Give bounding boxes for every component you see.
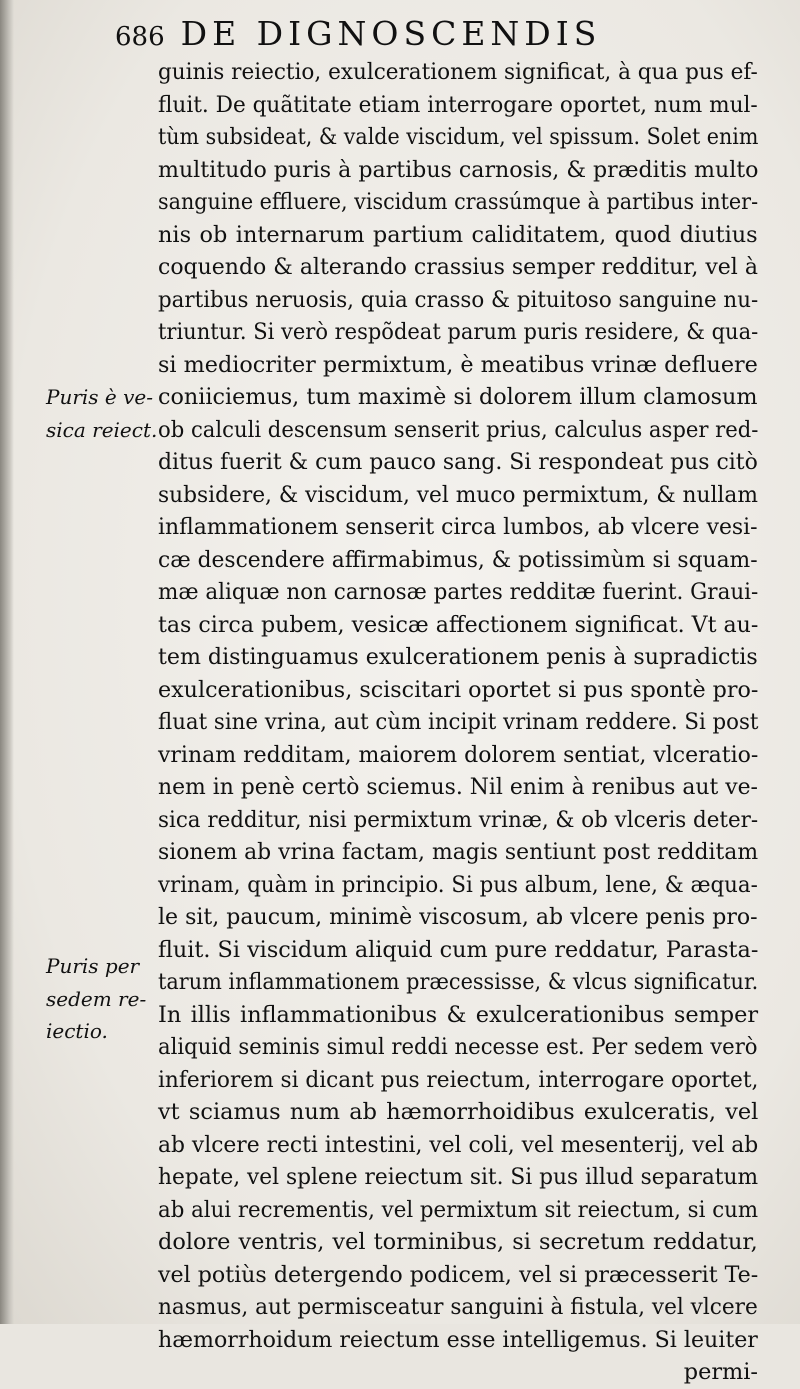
text-line: aliquid seminis simul reddi necesse est. Per sedem verò <box>158 1034 758 1060</box>
text-line: inferiorem si dicant pus reiectum, interrogare oportet, <box>158 1066 759 1093</box>
marginal-note-line: Puris per <box>46 954 140 978</box>
page-number: 686 <box>115 22 165 52</box>
text-line: fluat sine vrina, aut cùm incipit vrinam reddere. Si post <box>158 709 759 735</box>
text-line: tarum inflammationem præcessisse, & vlcus significatur. <box>158 969 759 995</box>
text-line: dolore ventris, vel torminibus, si secretum reddatur, <box>158 1229 758 1255</box>
text-line: fluit. Si viscidum aliquid cum pure reddatur, Parasta- <box>158 936 759 963</box>
text-line: tas circa pubem, vesicæ affectionem significat. Vt au- <box>158 611 759 638</box>
text-line: multitudo puris à partibus carnosis, & præditis multo <box>158 156 759 183</box>
text-line: coniiciemus, tum maximè si dolorem illum clamosum <box>158 384 758 410</box>
text-line: nis ob internarum partium caliditatem, quod diutius <box>158 221 758 248</box>
main-text-block <box>158 56 758 1389</box>
marginal-note-1 <box>46 381 158 446</box>
text-line: sanguine effluere, viscidum crassúmque à partibus inter- <box>158 189 759 215</box>
text-line: coquendo & alterando crassius semper redditur, vel à <box>158 254 758 280</box>
text-line: vt sciamus num ab hæmorrhoidibus exulceratis, vel <box>158 1099 759 1125</box>
marginal-note-line: sedem re- <box>46 986 147 1011</box>
text-line: cæ descendere affirmabimus, & potissimùm si squam- <box>158 546 758 573</box>
running-header <box>115 14 755 54</box>
text-line: vrinam redditam, maiorem dolorem sentiat, vlceratio- <box>158 741 759 768</box>
text-line: hæmorrhoidum reiectum esse intelligemus. Si leuiter <box>158 1326 758 1353</box>
text-line: nem in penè certò sciemus. Nil enim à renibus aut ve- <box>158 774 758 800</box>
marginal-note-line: iectio. <box>46 1019 108 1043</box>
text-line: fluit. De quãtitate etiam interrogare oportet, num mul- <box>158 91 758 118</box>
text-line: hepate, vel splene reiectum sit. Si pus illud separatum <box>158 1164 759 1190</box>
text-line: exulcerationibus, sciscitari oportet si pus spontè pro- <box>158 676 759 703</box>
text-line: ob calculi descensum senserit prius, calculus asper red- <box>158 416 759 443</box>
running-title: DE DIGNOSCENDIS <box>180 14 602 53</box>
text-line: sica redditur, nisi permixtum vrinæ, & ob vlceris deter- <box>158 806 759 833</box>
text-line: ab vlcere recti intestini, vel coli, vel mesenterij, vel ab <box>158 1131 759 1158</box>
text-line: ditus fuerit & cum pauco sang. Si respondeat pus citò <box>158 449 758 475</box>
marginal-note-2 <box>46 950 158 1048</box>
text-line: triuntur. Si verò respõdeat parum puris residere, & qua- <box>158 319 759 345</box>
text-line: guinis reiectio, exulcerationem significat, à qua pus ef- <box>158 59 758 85</box>
catchword: permi- <box>683 1359 758 1385</box>
text-line: tùm subsideat, & valde viscidum, vel spissum. Solet enim <box>158 124 759 150</box>
page-binding-shadow <box>0 0 14 1324</box>
text-line: subsidere, & viscidum, vel muco permixtum, & nullam <box>158 481 758 508</box>
text-line: mæ aliquæ non carnosæ partes redditæ fuerint. Graui- <box>158 579 759 605</box>
text-line: partibus neruosis, quia crasso & pituitoso sanguine nu- <box>158 286 759 313</box>
text-line: nasmus, aut permisceatur sanguini à fistula, vel vlcere <box>158 1294 758 1320</box>
text-line: inflammationem senserit circa lumbos, ab vlcere vesi- <box>158 514 758 540</box>
text-line: tem distinguamus exulcerationem penis à supradictis <box>158 644 758 670</box>
text-line: le sit, paucum, minimè viscosum, ab vlcere penis pro- <box>158 904 758 930</box>
text-line: sionem ab vrina factam, magis sentiunt post redditam <box>158 839 759 865</box>
text-line: In illis inflammationibus & exulcerationibus semper <box>158 1001 759 1028</box>
text-line: ab alui recrementis, vel permixtum sit reiectum, si cum <box>158 1196 759 1223</box>
marginal-note-line: sica reiect. <box>46 417 158 442</box>
text-line: vel potiùs detergendo podicem, vel si præcesserit Te- <box>158 1261 759 1288</box>
text-line: si mediocriter permixtum, è meatibus vrinæ defluere <box>158 351 758 378</box>
marginal-note-line: Puris è ve- <box>46 385 154 409</box>
text-line: vrinam, quàm in principio. Si pus album, lene, & æqua- <box>158 871 758 898</box>
